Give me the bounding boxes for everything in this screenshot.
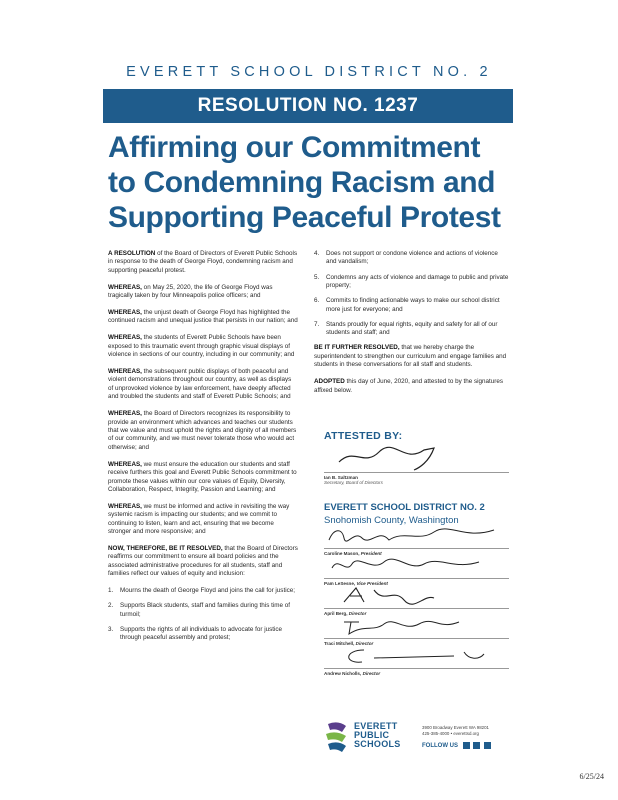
list-item bbox=[108, 626, 298, 643]
paragraph bbox=[314, 378, 509, 395]
resolution-title bbox=[108, 130, 528, 235]
para-lead: WHEREAS, bbox=[108, 309, 142, 317]
youtube-icon[interactable] bbox=[484, 742, 491, 749]
list-number: 6. bbox=[314, 297, 320, 305]
title-line-3: Supporting Peaceful Protest bbox=[108, 201, 501, 234]
paragraph bbox=[108, 503, 298, 537]
para-lead: BE IT FURTHER RESOLVED, bbox=[314, 344, 400, 352]
signature-scrawl-icon bbox=[324, 554, 504, 578]
para-text: the students of Everett Public Schools have been exposed to this traumatic event through graphic visual displays of violence in sections of our country, including in our community; and bbox=[108, 334, 295, 359]
signature-scrawl-icon bbox=[334, 442, 454, 472]
signature-vice-president bbox=[324, 558, 514, 586]
paragraph bbox=[108, 334, 298, 359]
list-text: Supports the rights of all individuals to advocate for justice through peaceful assembly and protest; bbox=[120, 625, 283, 642]
list-number: 4. bbox=[314, 250, 320, 257]
list-item bbox=[108, 602, 298, 619]
signer-name: Ian B. Saltzman bbox=[324, 475, 358, 480]
para-lead: WHEREAS, bbox=[108, 368, 142, 376]
para-lead: WHEREAS, bbox=[108, 410, 142, 418]
para-text: we must be informed and active in revisiting the way systemic racism is impacting our students; and we commit to continuing to listen, learn and act, ensuring that we become stronger and more responsive; and bbox=[108, 502, 290, 536]
paragraph bbox=[108, 461, 298, 495]
attested-by-heading: ATTESTED BY: bbox=[324, 430, 403, 442]
paragraph bbox=[108, 368, 298, 402]
signer-name: Pam LeSesne, Vice President bbox=[324, 581, 388, 586]
list-text: Condemns any acts of violence and damage to public and private property; bbox=[326, 273, 509, 290]
twitter-icon[interactable] bbox=[473, 742, 480, 749]
signature-scrawl-icon bbox=[324, 524, 504, 548]
signature-line bbox=[324, 578, 509, 579]
signer-name: April Berg, Director bbox=[324, 611, 367, 616]
signature-scrawl-icon bbox=[334, 584, 454, 608]
para-text: that the Board of Directors reaffirms our commitment to ensure all board policies and the associated administrative procedures for all students, staff and families reflect our values of equity and inclusion: bbox=[108, 544, 298, 578]
signature-line bbox=[324, 608, 509, 609]
list-text: Stands proudly for equal rights, equity and safety for all of our students and staff; and bbox=[326, 320, 498, 337]
paragraph bbox=[108, 410, 298, 452]
paragraph bbox=[108, 545, 298, 579]
document-date: 6/25/24 bbox=[579, 772, 604, 781]
signer-name: Andrew Nicholls, Director bbox=[324, 671, 381, 676]
signer-name: Traci Mitchell, Director bbox=[324, 641, 374, 646]
list-number: 5. bbox=[314, 273, 320, 281]
para-lead: A RESOLUTION bbox=[108, 250, 156, 257]
para-lead: WHEREAS, bbox=[108, 334, 142, 342]
para-lead: WHEREAS, bbox=[108, 502, 142, 510]
right-column bbox=[314, 250, 509, 403]
logo-line: PUBLIC bbox=[354, 730, 390, 740]
para-lead: WHEREAS, bbox=[108, 460, 142, 468]
logo-line: EVERETT bbox=[354, 721, 398, 731]
list-item bbox=[108, 587, 298, 595]
para-text: the Board of Directors recognizes its responsibility to provide an environment which advances and teaches our students that we value and must uphold the rights and dignity of all members of our community, and we must never tolerate those who would act otherwise; and bbox=[108, 410, 297, 451]
list-text: Supports Black students, staff and families during this time of turmoil; bbox=[120, 602, 290, 618]
list-text: Commits to finding actionable ways to make our school district more just for everyone; and bbox=[326, 297, 500, 313]
paragraph bbox=[314, 344, 509, 369]
list-number: 7. bbox=[314, 320, 320, 328]
signature-president bbox=[324, 528, 514, 556]
para-text: we must ensure the education our students and staff receive furthers this goal and Everett Public Schools commitment to promote these values within our core values of Equity, Diversity, Collaboration, Respect, Integrity, Passion and Learning; and bbox=[108, 460, 297, 493]
para-lead: WHEREAS, bbox=[108, 283, 142, 291]
signature-line bbox=[324, 548, 509, 549]
list-text: Mourns the death of George Floyd and joins the call for justice; bbox=[120, 587, 296, 595]
title-line-2: to Condemning Racism and bbox=[108, 166, 496, 199]
para-text: the unjust death of George Floyd has highlighted the continued racism and unequal justice that persists in our nation; and bbox=[108, 309, 298, 325]
contact-info bbox=[422, 725, 489, 737]
list-text: Does not support or condone violence and actions of violence and vandalism; bbox=[326, 250, 498, 266]
signature-line bbox=[324, 638, 509, 639]
footer-logo-block bbox=[324, 720, 514, 760]
signature-line bbox=[324, 668, 509, 669]
signer-role: Secretary, Board of Directors bbox=[324, 480, 383, 485]
para-text: the subsequent public displays of both peaceful and violent demonstrations throughout our country, as well as displays of unprovoked violence by law enforcement, have deeply affected and troubled the students and staff of Everett Public Schools; and bbox=[108, 368, 292, 401]
address-text: 3900 Broadway Everett WA 98201 bbox=[422, 725, 489, 730]
title-line-1: Affirming our Commitment bbox=[108, 131, 481, 164]
para-text: of the Board of Directors of Everett Public Schools in response to the death of George Floyd, condemning racism and supporting peaceful protest. bbox=[108, 250, 298, 274]
logo-line: SCHOOLS bbox=[354, 739, 401, 749]
para-text: on May 25, 2020, the life of George Floyd was tragically taken by four Minneapolis police officers; and bbox=[108, 283, 273, 300]
paragraph bbox=[108, 250, 298, 275]
follow-label: FOLLOW US bbox=[422, 743, 458, 750]
facebook-icon[interactable] bbox=[463, 742, 470, 749]
para-text: this day of June, 2020, and attested to by the signatures affixed below. bbox=[314, 378, 504, 394]
signature-director-3 bbox=[324, 648, 514, 676]
para-lead: ADOPTED bbox=[314, 378, 345, 386]
signature-secretary bbox=[324, 448, 514, 485]
list-item bbox=[314, 321, 509, 338]
follow-us bbox=[422, 742, 491, 749]
paragraph bbox=[108, 284, 298, 301]
list-number: 3. bbox=[108, 625, 114, 633]
attest-county: Snohomish County, Washington bbox=[324, 515, 459, 526]
signature-scrawl-icon bbox=[334, 644, 494, 668]
district-name: EVERETT SCHOOL DISTRICT NO. 2 bbox=[126, 64, 492, 80]
attestation-block bbox=[324, 430, 514, 730]
signature-director-1 bbox=[324, 588, 514, 616]
para-text: that we hereby charge the superintendent to strengthen our curriculum and engage families and students in these conversations for all staff and students. bbox=[314, 344, 507, 369]
para-lead: NOW, THEREFORE, BE IT RESOLVED, bbox=[108, 544, 223, 552]
attest-district: EVERETT SCHOOL DISTRICT NO. 2 bbox=[324, 502, 485, 513]
resolution-banner: RESOLUTION NO. 1237 bbox=[103, 89, 513, 123]
list-item bbox=[314, 297, 509, 314]
eps-logo-icon bbox=[324, 720, 350, 754]
list-item bbox=[314, 274, 509, 291]
paragraph bbox=[108, 309, 298, 326]
signer-name: Caroline Mason, President bbox=[324, 551, 382, 556]
list-number: 2. bbox=[108, 602, 114, 610]
phone-text: 425-385-4000 • everettsd.org bbox=[422, 731, 479, 736]
logo-wordmark bbox=[354, 722, 401, 749]
list-item bbox=[314, 250, 509, 267]
left-column bbox=[108, 250, 298, 650]
signature-scrawl-icon bbox=[339, 614, 479, 638]
signature-director-2 bbox=[324, 618, 514, 646]
signature-line bbox=[324, 472, 509, 473]
list-number: 1. bbox=[108, 587, 114, 595]
